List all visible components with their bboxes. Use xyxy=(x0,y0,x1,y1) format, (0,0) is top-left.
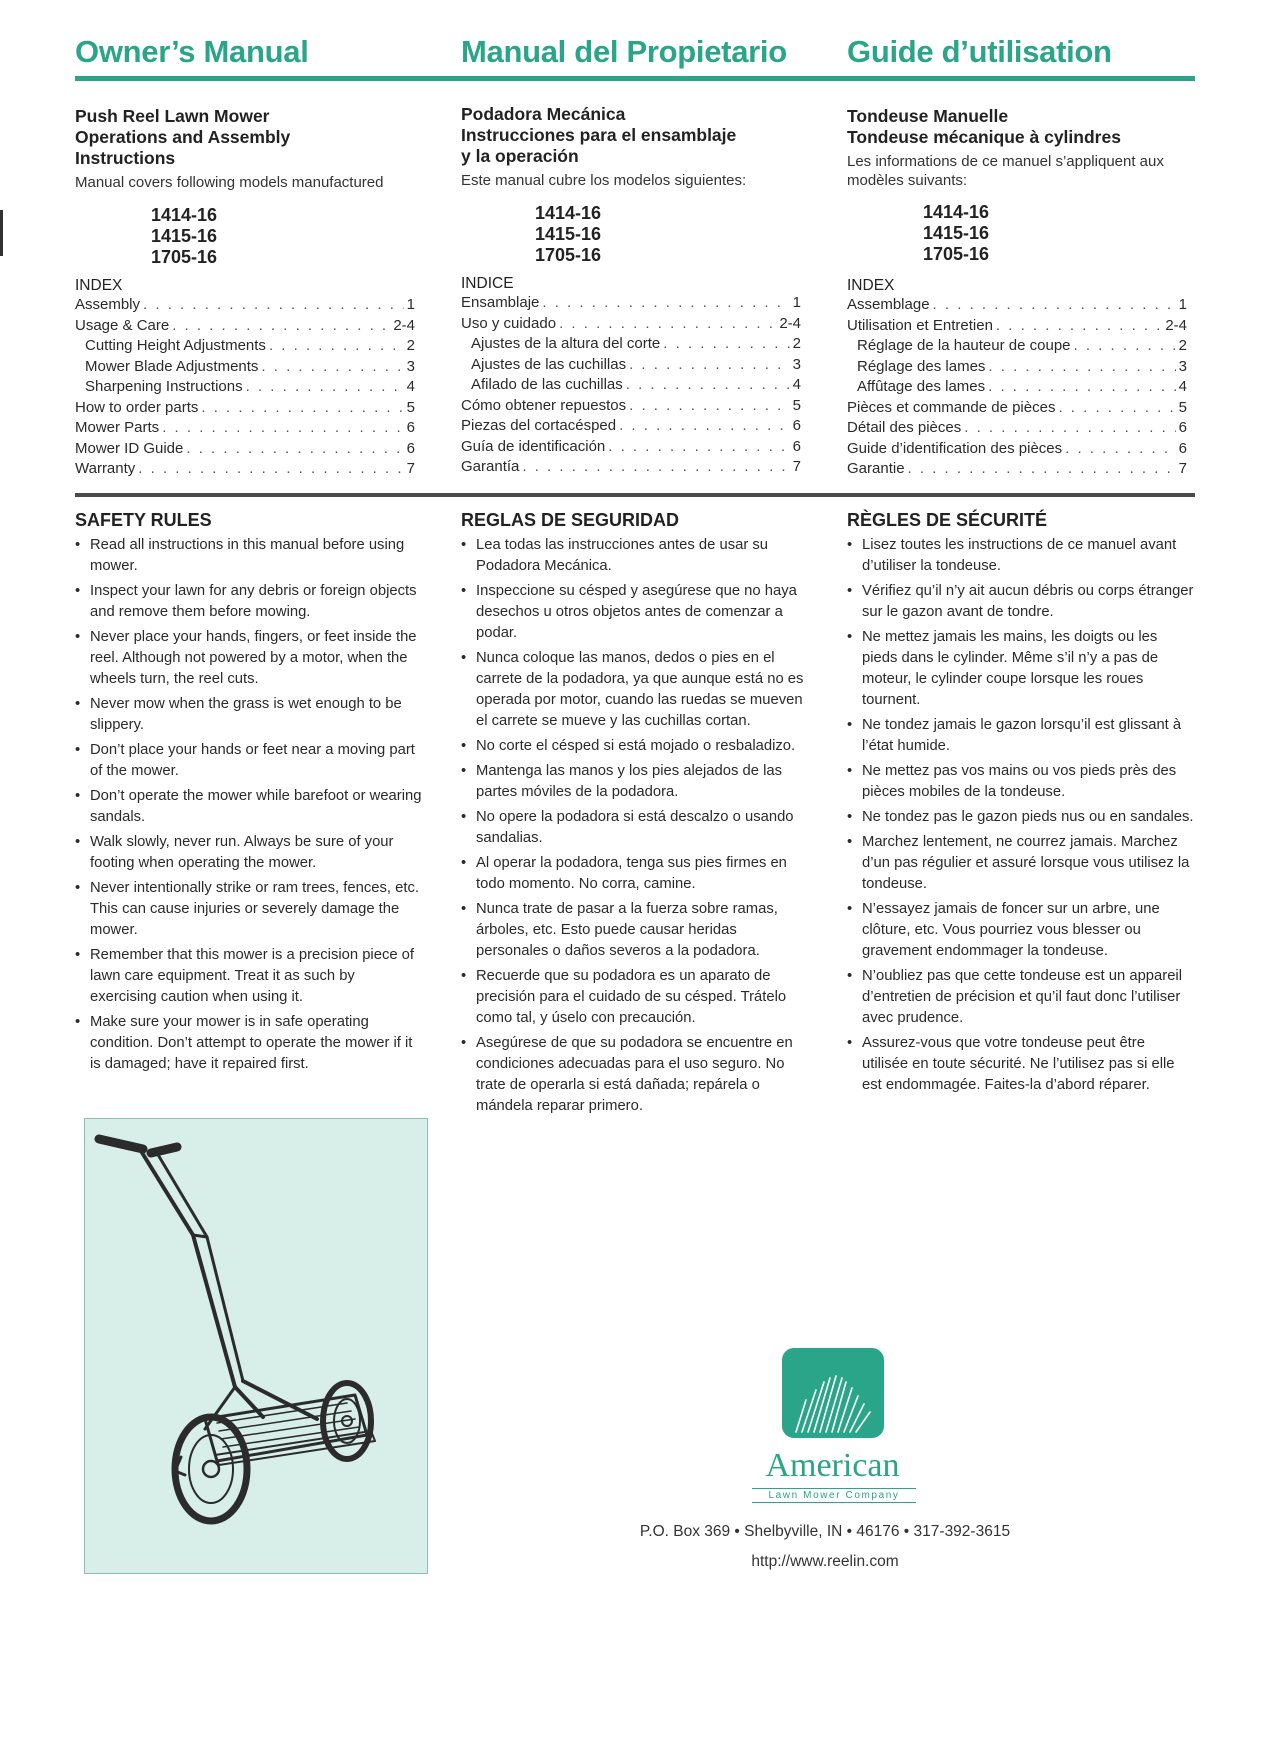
safety-rule: • Lisez toutes les instructions de ce manuel avant d’utiliser la tondeuse. xyxy=(847,535,1195,577)
safety-rule: • Asegúrese de que su podadora se encuentre en condiciones adecuadas para el uso seguro. No trate de operarla si está dañada; repárela o mándela reparar primero. xyxy=(461,1033,809,1117)
index-entry: Cómo obtener repuestos . . . 5 xyxy=(461,396,801,417)
safety-rule: • Ne tondez jamais le gazon lorsqu’il est glissant à l’état humide. xyxy=(847,715,1195,757)
subtitle-line: Tondeuse Manuelle xyxy=(847,106,1009,126)
model-list xyxy=(461,203,809,266)
safety-rule: • Inspect your lawn for any debris or foreign objects and remove them before mowing. xyxy=(75,581,423,623)
index-french xyxy=(847,276,1187,480)
index-entry: Piezas del cortacésped . . . 6 xyxy=(461,416,801,437)
safety-rule: • Assurez-vous que votre tondeuse peut être utilisée en toute sécurité. Ne l’utilisez pas si elle est endommagée. Faites-la d’abord réparer. xyxy=(847,1033,1195,1096)
american-grass-logo-icon xyxy=(782,1348,884,1438)
safety-rule: • Walk slowly, never run. Always be sure of your footing when operating the mower. xyxy=(75,832,423,874)
safety-rule: • Recuerde que su podadora es un aparato de precisión para el cuidado de su césped. Trátelo como tal, y úselo con precaución. xyxy=(461,966,809,1029)
safety-rule: • Mantenga las manos y los pies alejados de las partes móviles de la podadora. xyxy=(461,761,809,803)
index-spanish xyxy=(461,274,801,478)
models-description: Este manual cubre los modelos siguientes: xyxy=(461,172,747,189)
safety-heading: RÈGLES DE SÉCURITÉ xyxy=(847,510,1048,530)
intro-spanish xyxy=(461,104,809,266)
safety-rule: • Inspeccione su césped y asegúrese que no haya desechos u otros objetos antes de comenzar a podar. xyxy=(461,581,809,644)
index-entry: How to order parts . . . 5 xyxy=(75,398,415,419)
safety-rule: • Lea todas las instrucciones antes de usar su Podadora Mecánica. xyxy=(461,535,809,577)
brand-tagline: Lawn Mower Company xyxy=(752,1488,916,1503)
model-number: 1705-16 xyxy=(923,244,990,264)
index-heading: INDEX xyxy=(847,277,895,294)
safety-heading: SAFETY RULES xyxy=(75,510,212,530)
safety-heading: REGLAS DE SEGURIDAD xyxy=(461,510,680,530)
subtitle-line: y la operación xyxy=(461,146,579,166)
index-entry: Cutting Height Adjustments . . . 2 xyxy=(75,336,415,357)
index-heading: INDICE xyxy=(461,275,514,292)
models-description: Les informations de ce manuel s’appliquent aux modèles suivants: xyxy=(847,153,1164,189)
header-french: Guide d’utilisation xyxy=(847,34,1112,69)
index-entry: Mower Blade Adjustments . . . 3 xyxy=(75,357,415,378)
index-entry: Affûtage des lames . . . 4 xyxy=(847,377,1187,398)
model-number: 1415-16 xyxy=(151,226,218,246)
index-entry: Uso y cuidado . . . 2-4 xyxy=(461,314,801,335)
subtitle-line: Operations and Assembly xyxy=(75,127,291,147)
subtitle-line: Podadora Mecánica xyxy=(461,104,626,124)
safety-rule: • No opere la podadora si está descalzo o usando sandalias. xyxy=(461,807,809,849)
subtitle-line: Instructions xyxy=(75,148,176,168)
models-description: Manual covers following models manufactured xyxy=(75,174,384,191)
index-entry: Usage & Care . . . 2-4 xyxy=(75,316,415,337)
safety-rule: • Ne mettez pas vos mains ou vos pieds près des pièces mobiles de la tondeuse. xyxy=(847,761,1195,803)
safety-rule: • Ne mettez jamais les mains, les doigts ou les pieds dans le cylinder. Même s’il n’y a pas de moteur, le cylinder coupe lorsque les roues tournent. xyxy=(847,627,1195,711)
intro-english xyxy=(75,106,423,268)
safety-rule: • Remember that this mower is a precision piece of lawn care equipment. Treat it as such by exercising caution when using it. xyxy=(75,945,423,1008)
safety-rule: • Don’t place your hands or feet near a moving part of the mower. xyxy=(75,740,423,782)
safety-rule: • Don’t operate the mower while barefoot or wearing sandals. xyxy=(75,786,423,828)
header-english: Owner’s Manual xyxy=(75,34,309,69)
safety-rule: • Nunca trate de pasar a la fuerza sobre ramas, árboles, etc. Esto puede causar heridas personales o daños severos a la podadora. xyxy=(461,899,809,962)
safety-rule: • Make sure your mower is in safe operating condition. Don’t attempt to operate the mower if it is damaged; have it repaired first. xyxy=(75,1012,423,1075)
index-entry: Réglage de la hauteur de coupe . . . 2 xyxy=(847,336,1187,357)
safety-rule: • Never place your hands, fingers, or feet inside the reel. Although not powered by a motor, when the wheels turn, the reel cuts. xyxy=(75,627,423,690)
safety-french xyxy=(847,510,1195,1100)
safety-english xyxy=(75,510,423,1079)
index-entry: Ajustes de las cuchillas . . . 3 xyxy=(461,355,801,376)
index-heading: INDEX xyxy=(75,277,123,294)
subtitle-line: Push Reel Lawn Mower xyxy=(75,106,270,126)
model-number: 1415-16 xyxy=(923,223,990,243)
index-entry: Mower ID Guide . . . 6 xyxy=(75,439,415,460)
model-number: 1414-16 xyxy=(923,202,990,222)
model-list xyxy=(75,205,423,268)
index-entry: Ajustes de la altura del corte . . . 2 xyxy=(461,334,801,355)
index-entry: Utilisation et Entretien . . . 2-4 xyxy=(847,316,1187,337)
header-divider xyxy=(75,76,1195,81)
header-spanish: Manual del Propietario xyxy=(461,34,787,69)
index-entry: Détail des pièces . . . 6 xyxy=(847,418,1187,439)
subtitle-line: Instrucciones para el ensamblaje xyxy=(461,125,737,145)
section-divider xyxy=(75,493,1195,497)
safety-spanish xyxy=(461,510,809,1121)
company-website[interactable]: http://www.reelin.com xyxy=(751,1553,899,1570)
model-number: 1705-16 xyxy=(535,245,602,265)
mower-illustration xyxy=(84,1118,428,1574)
safety-rule: • No corte el césped si está mojado o resbaladizo. xyxy=(461,736,809,757)
model-number: 1415-16 xyxy=(535,224,602,244)
model-number: 1414-16 xyxy=(535,203,602,223)
safety-rule: • Vérifiez qu’il n’y ait aucun débris ou corps étranger sur le gazon avant de tondre. xyxy=(847,581,1195,623)
index-entry: Réglage des lames . . . 3 xyxy=(847,357,1187,378)
index-entry: Assembly . . . 1 xyxy=(75,295,415,316)
index-entry: Sharpening Instructions . . . 4 xyxy=(75,377,415,398)
index-entry: Ensamblaje . . . 1 xyxy=(461,293,801,314)
index-entry: Garantía . . . 7 xyxy=(461,457,801,478)
index-english xyxy=(75,276,415,480)
brand-name: American xyxy=(765,1447,900,1484)
subtitle-line: Tondeuse mécanique à cylindres xyxy=(847,127,1121,147)
safety-rule: • Read all instructions in this manual before using mower. xyxy=(75,535,423,577)
model-number: 1705-16 xyxy=(151,247,218,267)
index-entry: Garantie . . . 7 xyxy=(847,459,1187,480)
index-entry: Warranty . . . 7 xyxy=(75,459,415,480)
safety-rule: • Ne tondez pas le gazon pieds nus ou en sandales. xyxy=(847,807,1195,828)
safety-rule: • Al operar la podadora, tenga sus pies firmes en todo momento. No corra, camine. xyxy=(461,853,809,895)
safety-rule: • Nunca coloque las manos, dedos o pies en el carrete de la podadora, ya que aunque está no es operada por motor, cuando las ruedas se mueven el carrete se mueve y las cuchillas cortan. xyxy=(461,648,809,732)
scan-edge-mark xyxy=(0,210,3,256)
intro-french xyxy=(847,106,1195,265)
safety-rule: • Never intentionally strike or ram trees, fences, etc. This can cause injuries or severely damage the mower. xyxy=(75,878,423,941)
index-entry: Assemblage . . . 1 xyxy=(847,295,1187,316)
index-entry: Pièces et commande de pièces . . . 5 xyxy=(847,398,1187,419)
safety-rule: • N’essayez jamais de foncer sur un arbre, une clôture, etc. Vous pourriez vous blesser ou gravement endommager la tondeuse. xyxy=(847,899,1195,962)
index-entry: Mower Parts . . . 6 xyxy=(75,418,415,439)
safety-rule: • Marchez lentement, ne courrez jamais. Marchez d’un pas régulier et assuré lorsque vous utilisez la tondeuse. xyxy=(847,832,1195,895)
company-address: P.O. Box 369 • Shelbyville, IN • 46176 • 317-392-3615 xyxy=(639,1523,1011,1540)
safety-rule: • N’oubliez pas que cette tondeuse est un appareil d’entretien de précision et qu’il faut donc l’utiliser avec prudence. xyxy=(847,966,1195,1029)
reel-mower-icon xyxy=(85,1119,427,1573)
index-entry: Afilado de las cuchillas . . . 4 xyxy=(461,375,801,396)
index-entry: Guía de identificación . . . 6 xyxy=(461,437,801,458)
model-list xyxy=(847,202,1195,265)
model-number: 1414-16 xyxy=(151,205,218,225)
safety-rule: • Never mow when the grass is wet enough to be slippery. xyxy=(75,694,423,736)
index-entry: Guide d’identification des pièces . . . 6 xyxy=(847,439,1187,460)
